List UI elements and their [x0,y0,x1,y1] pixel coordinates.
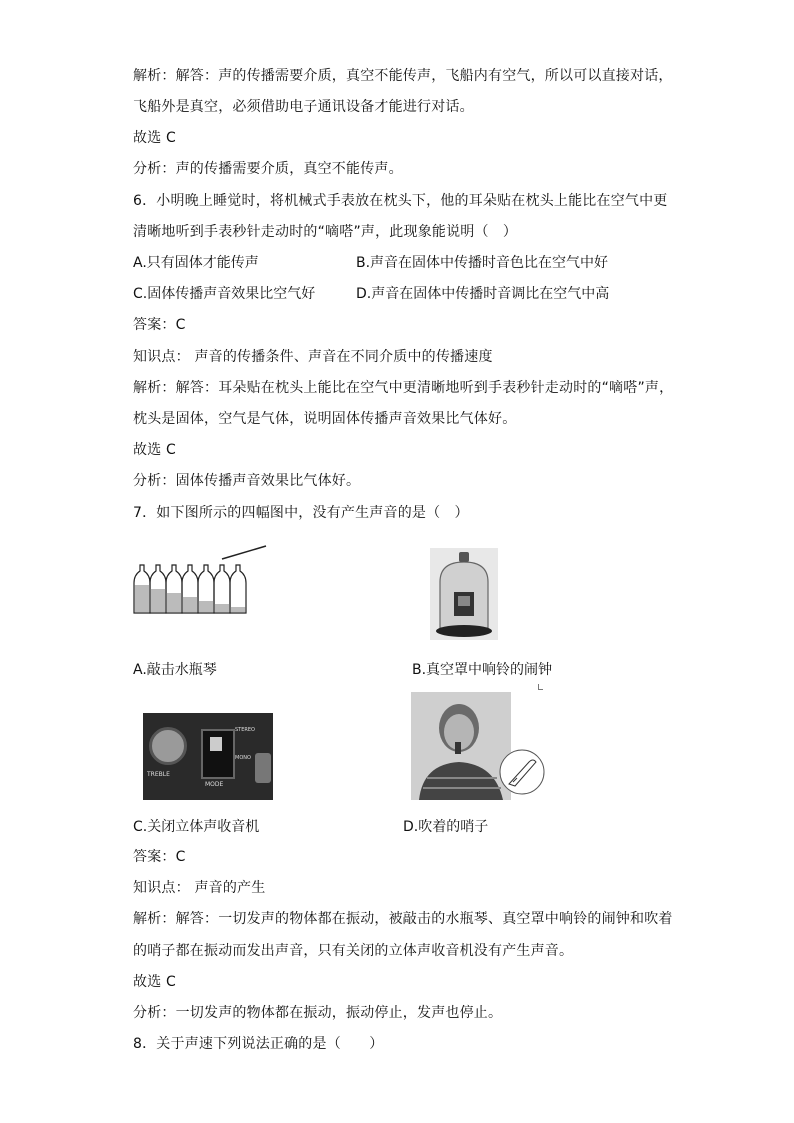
q7-answer: 答案：C [133,849,186,865]
water-levels [135,585,246,612]
q6-option-a: A.只有固体才能传声 [133,255,259,271]
small-mark [538,684,543,690]
treble-knob [149,727,187,765]
q6-option-d: D.声音在固体中传播时音调比在空气中高 [356,286,610,302]
q6-analysis-line1: 解析：解答：耳朵贴在枕头上能比在空气中更清晰地听到手表秒针走动时的“嘀嗒”声， [133,380,674,396]
striking-stick [222,546,266,559]
figure-water-bottles [130,543,270,618]
q6-stem-line1: 6．小明晚上睡觉时，将机械式手表放在枕头下，他的耳朵贴在枕头上能比在空气中更 [133,193,668,209]
mode-switch-slider [210,737,222,751]
q5-analysis-line1: 解析：解答：声的传播需要介质，真空不能传声，飞船内有空气，所以可以直接对话， [133,68,673,84]
q7-analysis-line2: 的哨子都在振动而发出声音，只有关闭的立体声收音机没有产生声音。 [133,943,574,959]
mono-label: MONO [235,755,251,761]
figure-boy-whistle [411,692,545,800]
q5-summary: 分析：声的传播需要介质，真空不能传声。 [133,161,403,177]
q7-caption-b: B.真空罩中响铃的闹钟 [412,662,553,678]
q8-stem: 8．关于声速下列说法正确的是（ ） [133,1036,384,1052]
stereo-label: STEREO [235,727,255,733]
q7-caption-d: D.吹着的哨子 [403,819,489,835]
q6-knowledge: 知识点： 声音的传播条件、声音在不同介质中的传播速度 [133,349,493,365]
treble-label: TREBLE [147,771,170,778]
q7-caption-a: A.敲击水瓶琴 [133,662,217,678]
side-knob [255,753,271,783]
q6-analysis-line2: 枕头是固体，空气是气体，说明固体传播声音效果比气体好。 [133,411,517,427]
q6-option-b: B.声音在固体中传播时音色比在空气中好 [356,255,609,271]
q7-stem: 7．如下图所示的四幅图中，没有产生声音的是（ ） [133,505,469,521]
q5-choice: 故选 C [133,130,177,146]
q7-analysis-line1: 解析：解答：一切发声的物体都在振动，被敲击的水瓶琴、真空罩中响铃的闹钟和吹着 [133,911,673,927]
q7-knowledge: 知识点： 声音的产生 [133,880,266,896]
mode-label: MODE [205,781,224,788]
figure-bell-jar [430,548,498,640]
q7-choice: 故选 C [133,974,177,990]
q5-analysis-line2: 飞船外是真空，必须借助电子通讯设备才能进行对话。 [133,99,474,115]
q6-choice: 故选 C [133,442,177,458]
q7-summary: 分析：一切发声的物体都在振动，振动停止，发声也停止。 [133,1005,503,1021]
q6-stem-line2: 清晰地听到手表秒针走动时的“嘀嗒”声，此现象能说明（ ） [133,224,518,240]
figure-stereo-radio [143,713,273,800]
q6-option-c: C.固体传播声音效果比空气好 [133,286,316,302]
q6-summary: 分析：固体传播声音效果比气体好。 [133,473,361,489]
q7-caption-c: C.关闭立体声收音机 [133,819,260,835]
q6-answer: 答案：C [133,317,186,333]
